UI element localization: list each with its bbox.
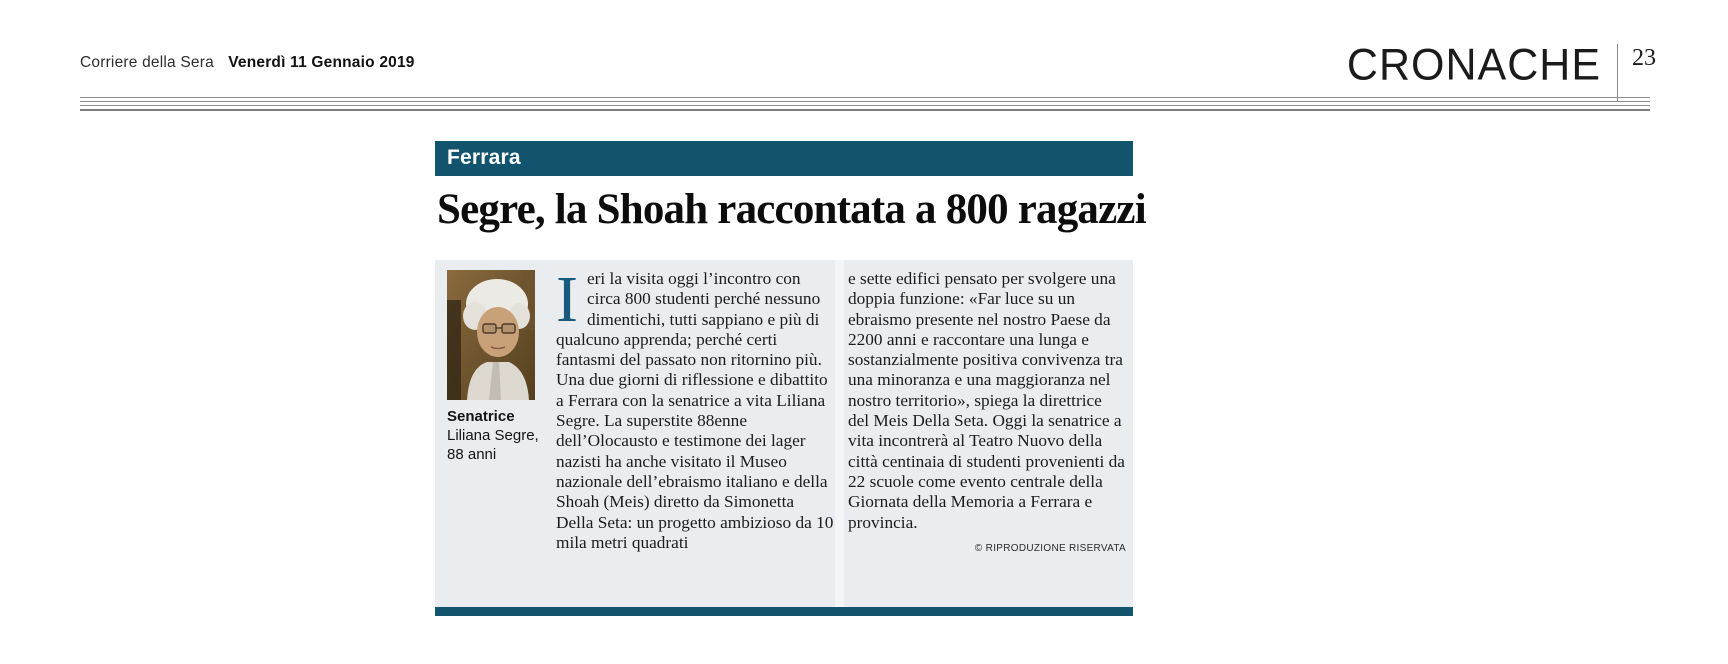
photo-liliana-segre (447, 270, 535, 400)
body-column-1 (556, 263, 834, 553)
article-body (435, 260, 1133, 607)
section-title: CRONACHE (1346, 40, 1601, 90)
headline: Segre, la Shoah raccontata a 800 ragazzi (437, 186, 1146, 233)
dropcap: I (556, 263, 578, 336)
caption-name: Liliana Segre, (447, 427, 539, 444)
kicker-bar (435, 141, 1133, 176)
section-divider (1617, 44, 1618, 102)
rule-line (80, 109, 1650, 111)
column-gutter (835, 260, 844, 607)
column-2-text: e sette edifici pensato per svolgere una doppia funzione: «Far luce su un ebraismo presente nel nostro Paese da 2200 anni e raccontare una lunga e sostanzialmente positiva convivenza tra una minoranza e una maggioranza nel nostro territorio», spiega la direttrice del Meis Della Seta. Oggi la senatrice a vita incontrerà al Teatro Nuovo della città centinaia di studenti provenienti da 22 scuole come evento centrale della Giornata della Memoria a Ferrara e provincia. (848, 269, 1125, 532)
photo-caption (447, 407, 562, 464)
body-column-2 (848, 269, 1126, 559)
bottom-rule-bar (435, 607, 1133, 616)
caption-role: Senatrice (447, 408, 515, 425)
caption-age: 88 anni (447, 446, 497, 463)
column-1-text: eri la visita oggi l’incontro con circa 800 studenti perché nessuno dimentichi, tutti sappiano e più di qualcuno apprenda; perché certi fantasmi del passato non ritornino più. Una due giorni di riflessione e dibattito a Ferrara con la senatrice a vita Liliana Segre. La superstite 88enne dell’Olocausto e testimone dei lager nazisti ha anche visitato il Museo nazionale dell’ebraismo italiano e della Shoah (Meis) diretto da Simonetta Della Seta: un progetto ambizioso da 10 mila metri quadrati (556, 269, 834, 552)
section-header (1347, 42, 1656, 102)
rule-line (80, 101, 1650, 102)
kicker-label: Ferrara (447, 146, 521, 169)
article (435, 141, 1146, 616)
masthead (80, 54, 415, 72)
newspaper-name: Corriere della Sera (80, 54, 214, 71)
issue-date: Venerdì 11 Gennaio 2019 (228, 54, 415, 71)
rule-line (80, 97, 1650, 98)
ruled-lines (80, 97, 1650, 111)
page-number: 23 (1632, 45, 1656, 71)
copyright-notice: © RIPRODUZIONE RISERVATA (974, 542, 1126, 554)
rule-line (80, 105, 1650, 106)
